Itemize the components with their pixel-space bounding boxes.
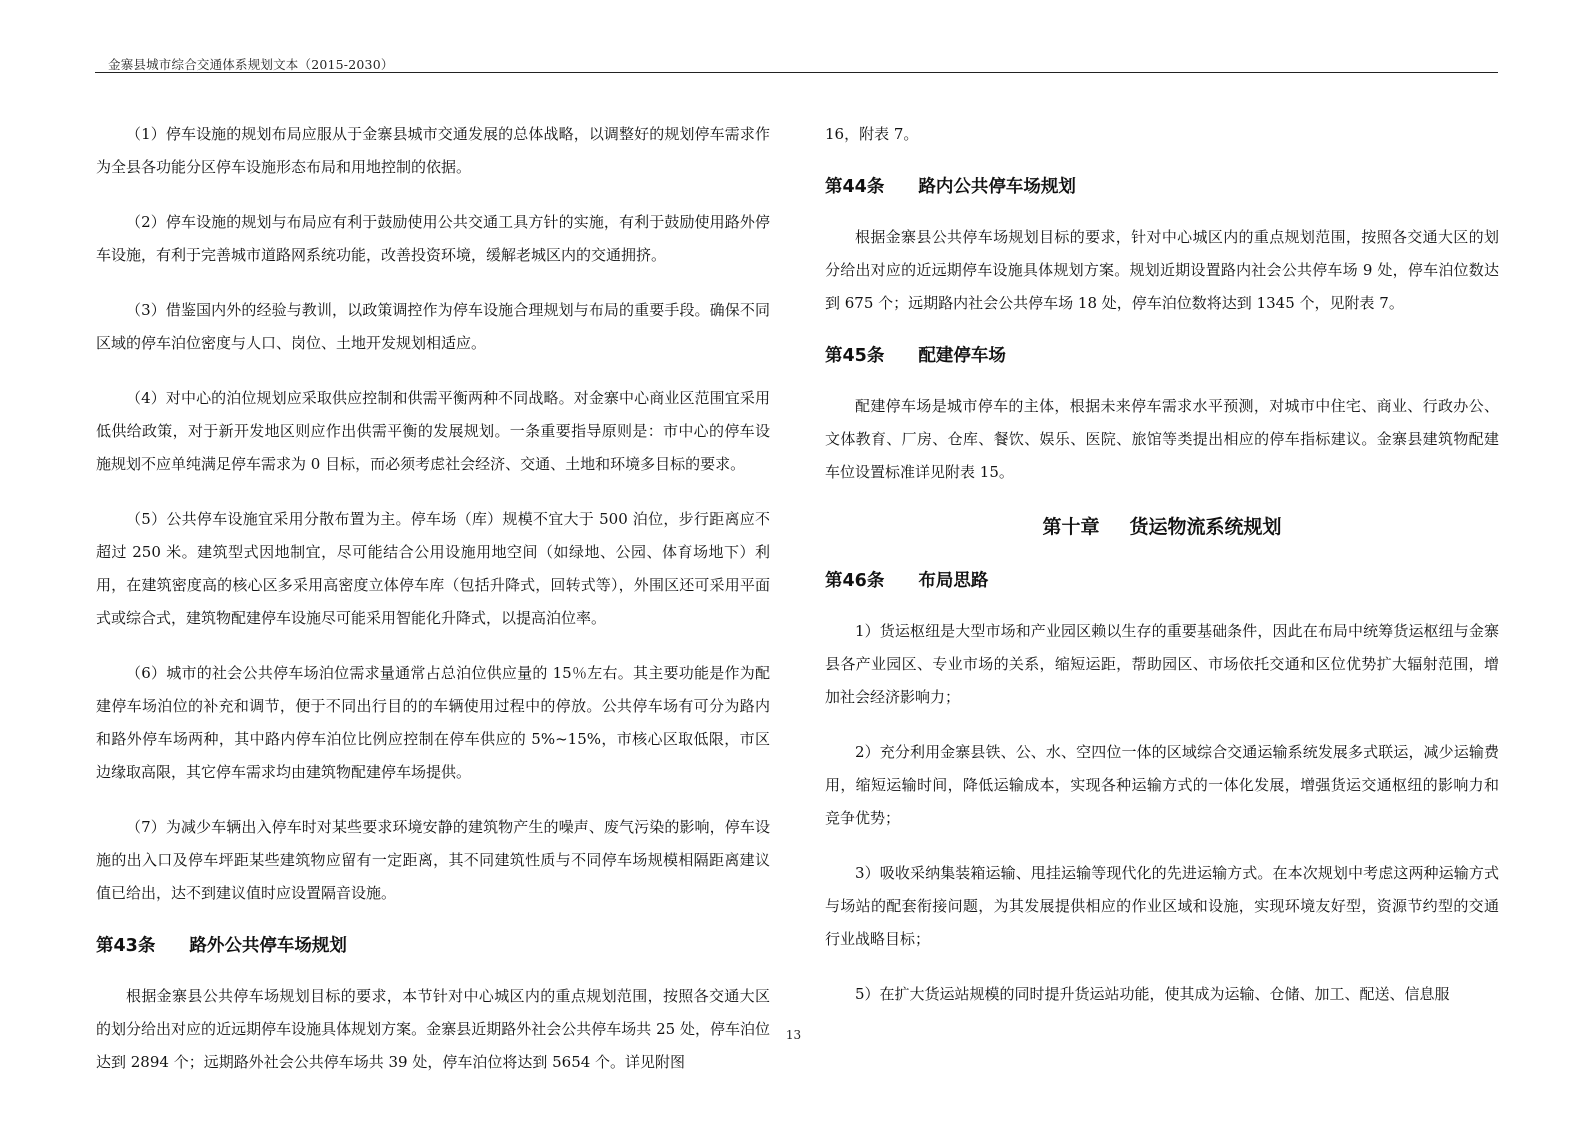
continuation-text: 16，附表 7。 (825, 125, 919, 143)
chapter-10-heading (825, 511, 1499, 543)
left-column (96, 118, 770, 1101)
chapter-10-number: 第十章 (1042, 516, 1100, 538)
right-column (825, 118, 1499, 1033)
article-44-number: 第44条 (825, 177, 885, 197)
paragraph-7: （7）为减少车辆出入停车时对某些要求环境安静的建筑物产生的噪声、废气污染的影响，停车设施的出入口及停车坪距某些建筑物应留有一定距离，其不同建筑性质与不同停车场规模相隔距离建议值已给出，达不到建议值时应设置隔音设施。 (96, 818, 770, 902)
article-44-title: 路内公共停车场规划 (918, 177, 1076, 197)
article-46-item-1: 1）货运枢纽是大型市场和产业园区赖以生存的重要基础条件，因此在布局中统筹货运枢纽与金寨县各产业园区、专业市场的关系，缩短运距，帮助园区、市场依托交通和区位优势扩大辐射范围，增加社会经济影响力； (825, 622, 1499, 706)
paragraph-2: （2）停车设施的规划与布局应有利于鼓励使用公共交通工具方针的实施，有利于鼓励使用路外停车设施，有利于完善城市道路网系统功能，改善投资环境，缓解老城区内的交通拥挤。 (96, 213, 770, 264)
article-43-number: 第43条 (96, 936, 156, 956)
page-number: 13 (785, 1028, 802, 1042)
paragraph-5: （5）公共停车设施宜采用分散布置为主。停车场（库）规模不宜大于 500 泊位，步行距离应不超过 250 米。建筑型式因地制宜，尽可能结合公用设施用地空间（如绿地、公园、体育场地下）利用，在建筑密度高的核心区多采用高密度立体停车库（包括升降式，回转式等），外围区还可采用平面式或综合式，建筑物配建停车设施尽可能采用智能化升降式，以提高泊位率。 (96, 510, 770, 627)
chapter-10-title: 货运物流系统规划 (1129, 516, 1282, 538)
article-46-item-5: 5）在扩大货运站规模的同时提升货运站功能，使其成为运输、仓储、加工、配送、信息服 (855, 985, 1450, 1003)
article-45-title: 配建停车场 (918, 346, 1006, 366)
article-46-number: 第46条 (825, 571, 885, 591)
paragraph-1: （1）停车设施的规划布局应服从于金寨县城市交通发展的总体战略，以调整好的规划停车需求作为全县各功能分区停车设施形态布局和用地控制的依据。 (96, 125, 770, 176)
article-43-heading (96, 932, 770, 960)
article-44-text: 根据金寨县公共停车场规划目标的要求，针对中心城区内的重点规划范围，按照各交通大区的划分给出对应的近远期停车设施具体规划方案。规划近期设置路内社会公共停车场 9 处，停车泊位数达到 675 个；远期路内社会公共停车场 18 处，停车泊位数将达到 1345 个，见附表 7。 (825, 228, 1499, 312)
article-43-title: 路外公共停车场规划 (189, 936, 347, 956)
article-46-heading (825, 567, 1499, 595)
article-46-title: 布局思路 (918, 571, 989, 591)
article-44-heading (825, 173, 1499, 201)
article-45-heading (825, 342, 1499, 370)
paragraph-4: （4）对中心的泊位规划应采取供应控制和供需平衡两种不同战略。对金寨中心商业区范围宜采用低供给政策，对于新开发地区则应作出供需平衡的发展规划。一条重要指导原则是：市中心的停车设施规划不应单纯满足停车需求为 0 目标，而必须考虑社会经济、交通、土地和环境多目标的要求。 (96, 389, 770, 473)
article-45-number: 第45条 (825, 346, 885, 366)
article-46-item-3: 3）吸收采纳集装箱运输、甩挂运输等现代化的先进运输方式。在本次规划中考虑这两种运输方式与场站的配套衔接问题，为其发展提供相应的作业区域和设施，实现环境友好型，资源节约型的交通行业战略目标； (825, 864, 1499, 948)
document-header-title: 金寨县城市综合交通体系规划文本（2015-2030） (108, 57, 394, 72)
paragraph-3: （3）借鉴国内外的经验与教训，以政策调控作为停车设施合理规划与布局的重要手段。确保不同区域的停车泊位密度与人口、岗位、土地开发规划相适应。 (96, 301, 770, 352)
header-divider (95, 72, 1498, 73)
article-45-text: 配建停车场是城市停车的主体，根据未来停车需求水平预测，对城市中住宅、商业、行政办公、文体教育、厂房、仓库、餐饮、娱乐、医院、旅馆等类提出相应的停车指标建议。金寨县建筑物配建车位设置标准详见附表 15。 (825, 397, 1499, 481)
article-46-item-2: 2）充分利用金寨县铁、公、水、空四位一体的区域综合交通运输系统发展多式联运，减少运输费用，缩短运输时间，降低运输成本，实现各种运输方式的一体化发展，增强货运交通枢纽的影响力和竞争优势； (825, 743, 1499, 827)
article-43-text: 根据金寨县公共停车场规划目标的要求，本节针对中心城区内的重点规划范围，按照各交通大区的划分给出对应的近远期停车设施具体规划方案。金寨县近期路外社会公共停车场共 25 处，停车泊位达到 2894 个；远期路外社会公共停车场共 39 处，停车泊位将达到 5654 个。详见附图 (96, 987, 770, 1071)
paragraph-6: （6）城市的社会公共停车场泊位需求量通常占总泊位供应量的 15％左右。其主要功能是作为配建停车场泊位的补充和调节，便于不同出行目的的车辆使用过程中的停放。公共停车场有可分为路内和路外停车场两种，其中路内停车泊位比例应控制在停车供应的 5%~15%，市核心区取低限，市区边缘取高限，其它停车需求均由建筑物配建停车场提供。 (96, 664, 770, 781)
